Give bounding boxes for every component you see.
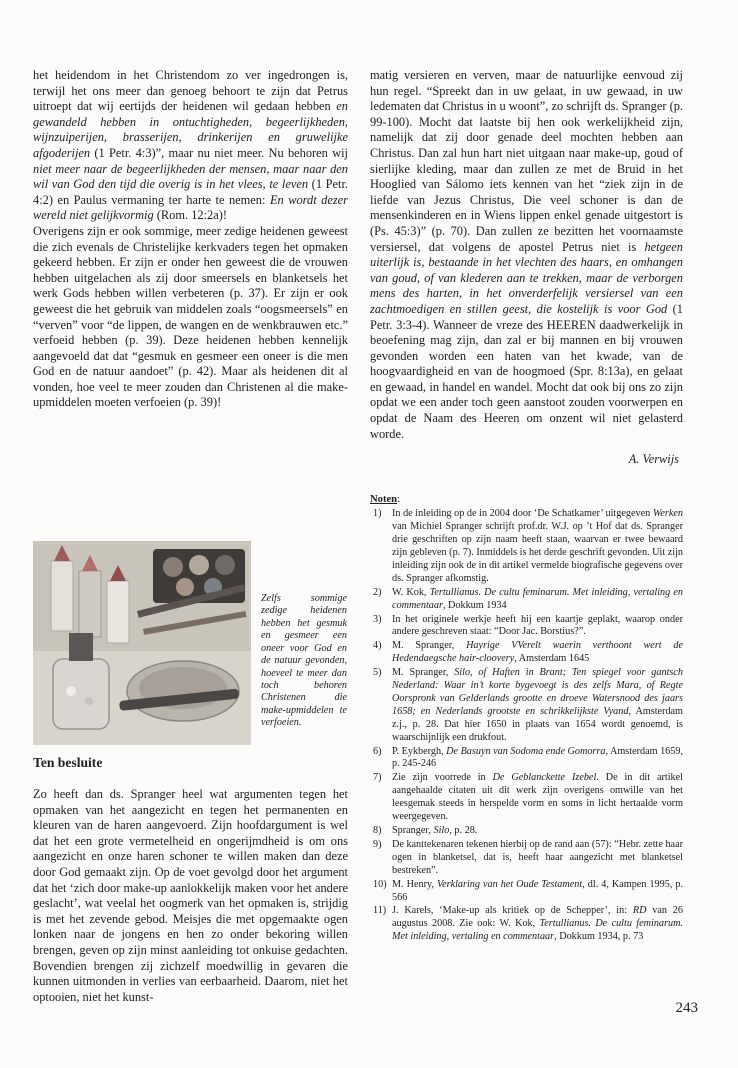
note-number: 8) [373,825,382,836]
text-run: Spranger, [392,825,434,836]
note-item [370,640,683,666]
text-run: , Dokkum 1934 [442,599,507,611]
text-run: (1 Petr. 3:3-4). Wanneer de vreze des HEEREN daadwerkelijk in beoefening mag zijn, dan zal er bij mannen en bij vrouwen gevonden worden een haten van het kwade, van de hoogvaardigheid en van de hoogmoed (Spr. 8:13a), en gelaat en gewaad, in handel en wandel. Mocht dat ook bij ons zo zijn opdat we een ander toch geen aanstoot zouden voorwerpen en opdat de Naam des Heeren om onzent wil niet gelasterd worde. [370,301,683,441]
note-item [370,825,683,838]
note-number: 7) [373,772,382,784]
italic-text: Silo [433,825,450,836]
text-run: . De in dit artikel aangehaalde citaten uit dit werk zijn overigens omwille van het leesgemak steeds in herspelde vorm en soms in licht hertaalde vorm weergegeven. [392,772,683,823]
note-number: 4) [373,640,382,652]
note-item [370,614,683,640]
text-run: De kanttekenaren tekenen hierbij op de rand aan (57): “Hebr. zette haar ogen in blanketsel, dat is, heeft haar aangezicht met blanketsel bestreken”. [392,838,683,876]
text-run: matig versieren en verven, maar de natuurlijke eenvoud zij hun regel. “Spreekt dan in uw gelaat, in uw gewaad, in uw ledematen dat Christus in u woont”, zo schrijft ds. Spranger (p. 99-100). Mocht dat laatste bij hen ook werkelijkheid zijn, namelijk dat zij door genade deel mochten hebben aan Christus. Dan zal hun hart niet uitgaan naar make-up, goud of sierlijke kleding, maar dan zullen ze met de Bruid in het Hooglied van Sálomo iets kennen van het “ziek zijn in de liefde van Jezus Christus, Die veel schoner is dan de mensenkinderen en in Wiens lippen enkel genade uitgestort is (Ps. 45:3)” (p. 70). Dan zullen ze bezitten het voornaamste versiersel, dat volgens de apostel Petrus niet is [370,68,683,254]
text-run: J. Karels, ‘Make-up als kritiek op de Schepper’, in: [392,905,633,917]
note-item [370,667,683,744]
text-run: W. Kok, [392,586,430,598]
italic-text: Tertullianus. De cultu feminarum. Met inleiding, vertaling en commentaar [392,918,683,943]
text-run: , dl. 4, Kampen 1995, p. 566 [392,878,684,903]
author-signature: A. Verwijs [628,452,679,467]
note-number: 5) [373,667,382,679]
note-item [370,587,683,613]
text-run: Zie zijn voorrede in [392,772,493,784]
text-run: van 26 augustus 2008. Zie ook: W. Kok, [392,905,683,930]
right-column [370,68,683,945]
text-run: In het originele werkje heeft hij een kaartje geplakt, waarop onder andere geschreven staat: “Door Jac. Borstius?”. [392,613,683,638]
figure-caption: Zelfs sommige zedige heidenen hebben het gesmuk en gesmeer een oneer voor God en de natuur gevonden, hoeveel te meer dan toch behoren Christenen die make-upmiddelen te verfoeien. [261,593,347,729]
note-number: 9) [373,838,382,850]
text-run: van Michiel Spranger schrijft prof.dr. W.J. op ’t Hof dat ds. Spranger drie geschriften op zijn naam heeft staan, waarvan er twee bewaard zijn gebleven (p. 7). Inmiddels is het derde geschrift gevonden. Uit zijn inleiding zijn ook de in dit artikel vermelde biografische gegevens over ds. Spranger afkomstig. [392,521,683,584]
note-number: 2) [373,586,382,598]
text-run: M. Henry, [392,878,437,890]
notes-heading: Noten: [370,494,401,506]
left-paragraph-2: Overigens zijn er ook sommige, meer zedige heidenen geweest die zich evenals de Christelijke kerkvaders tegen het opmaken gekeerd hebben. Er zijn er onder hen geweest die de vrouwen hebben uitgelachen als zij door smeersels en blanketsels het werk Gods hebben willen verbeteren (p. 37). Er zijn er ook geweest die het gebruik van middelen zoals “oogsmeersels” en “verven” voor “de lippen, de wangen en de wenkbrauwen etc.” verfoeid hebben (p. 39). Deze heidenen hebben kennelijk aangevoeld dat dat “gesmuk en gesmeer een oneer is die men God en de natuur aandoet” (p. 42). Maar als heidenen dit al vonden, hoe veel te meer zouden dan Christenen al die make-upmiddelen moeten verfoeien (p. 39)! [33,223,348,410]
text-run: In de inleiding op de in 2004 door ‘De Schatkamer’ uitgegeven [392,508,653,520]
notes-heading-label: Noten [370,494,398,506]
left-column [33,68,348,1005]
note-item [370,508,683,585]
left-paragraph-1 [33,68,348,224]
notes-list [370,508,683,944]
note-item [370,839,683,878]
text-run: (1 Petr. 4:2) en Paulus vermaning ter harte te nemen: [33,177,349,207]
italic-text: Hayrige VVerelt waerin verthoont wert de Hedendaegsche hair-cloovery [392,640,683,665]
note-item [370,772,683,824]
cosmetics-photo [33,541,251,745]
note-item [370,879,683,905]
note-number: 1) [373,508,382,520]
text-run: M. Spranger, [392,640,467,652]
text-run: , Dokkum 1934, p. 73 [554,931,644,943]
italic-text: RD [632,905,647,917]
italic-text: De Basuyn van Sodoma ende Gomorra [446,745,606,757]
text-run: (Rom. 12:2a)! [153,208,227,223]
text-run: , Amsterdam 1659, p. 245-246 [392,745,684,770]
note-item [370,746,683,772]
text-run: P. Eykbergh, [392,745,447,757]
text-run: (1 Petr. 4:3)”, maar nu niet meer. Nu behoren wij [90,145,348,160]
text-run: , p. 28. [449,825,478,836]
page-number: 243 [675,1000,698,1016]
italic-text: niet meer naar de begeerlijkheden der mensen, maar naar den wil van God den tijd die overig is in het vlees, te leven [33,161,348,192]
figure [33,541,348,745]
italic-text: En wordt dezer wereld niet gelijkvormig [33,192,348,223]
italic-text: hetgeen uiterlijk is, bestaande in het vlechten des haars, en omhangen van goud, of van klederen aan te trekken, maar de verborgen mens des harten, in het onverderfelijk versiersel van een zachtmoedigen en stillen geest, die kostelijk is voor God [370,239,683,316]
note-item [370,905,683,944]
note-number: 11) [373,905,387,917]
italic-text: Silo, of Haften in Brant; Ten spiegel voor gantsch Nederland: Waar in’t korte bygevoegt is des zelfs Mara, of Regte Oorspronk van Gelderlands grootte en droeve Watersnood des jaars 1658; en Nederlands grootste en schrikkelijkste Vyand [392,667,683,717]
text-run: M. Spranger, [392,667,455,679]
text-run: , Amsterdam 1645 [514,653,590,665]
left-paragraph-3: Zo heeft dan ds. Spranger heel wat argumenten tegen het opmaken van het aangezicht en tegen het permanenten en kleuren van de haren aangevoerd. Zijn hoofdargument is wel dat het een grote vermetelheid en ongerijmdheid is om ons aangezicht en onze haren schoner te willen maken dan deze door God gemaakt zijn. Op de voet gevolgd door het argument dat het ‘zich door make-up aanlokkelijk maken voor het andere geslacht’, wat veelal het oogmerk van het opmaken is, strijdig is met het zevende gebod. Meisjes die met opgemaakte ogen lonken naar de jongens en hen zo onder bekoring willen brengen, geven op zijn minst aanleiding tot onkuise gedachten. Bovendien brengen zij zichzelf moedwillig in gevaren die kunnen uitmonden in verlies van eerbaarheid. Daarom, niet het optooien, niet het kunst- [33,787,348,1004]
italic-text: en gewandeld hebben in ontuchtigheden, begeerlijkheden, wijnzuiperijen, brasserijen, drinkerijen en gruwelijke afgoderijen [33,99,348,160]
italic-text: Verklaring van het Oude Testament [436,878,583,890]
note-number: 6) [373,745,382,757]
note-number: 3) [373,613,382,625]
italic-text: Tertullianus. De cultu feminarum. Met inleiding, vertaling en commentaar [392,586,683,611]
right-paragraph-1 [370,68,683,442]
text-run: het heidendom in het Christendom zo ver ingedrongen is, terwijl het ons meer dan genoeg behoort te zijn dat Petrus uitroept dat wij eertijds der heidenen wil gedaan hebben [33,68,348,114]
note-number: 10) [373,878,387,890]
text-run: , Amsterdam z.j., p. 28. Dat hier 1650 in plaats van 1654 wordt genoemd, is waarschijnlijk een drukfout. [392,705,683,743]
italic-text: Werken [652,508,683,520]
section-heading: Ten besluite [33,755,103,771]
italic-text: De Geblanckette Izebel [492,772,597,784]
